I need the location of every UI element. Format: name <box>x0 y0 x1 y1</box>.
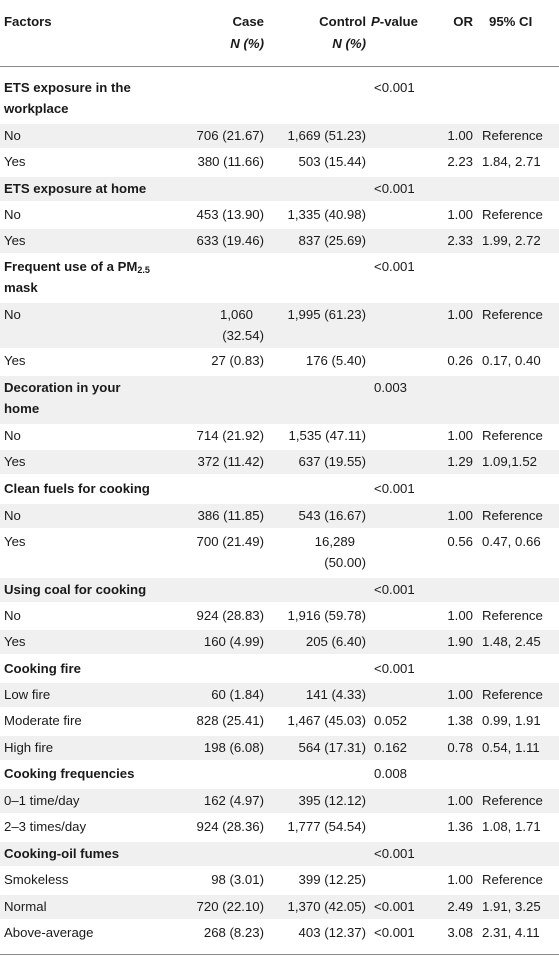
table-row <box>0 303 559 348</box>
row-case: 924 (28.83) <box>196 608 264 623</box>
group-pvalue: <0.001 <box>374 846 415 861</box>
header-or: OR <box>453 14 473 29</box>
row-case: 453 (13.90) <box>196 207 264 222</box>
group-title-cont: workplace <box>4 101 69 116</box>
row-or: 1.00 <box>447 508 473 523</box>
table-row <box>0 450 559 474</box>
row-ci: 0.17, 0.40 <box>482 353 541 368</box>
table-row <box>0 736 559 760</box>
row-ci: 1.48, 2.45 <box>482 634 541 649</box>
row-ci: Reference <box>482 608 543 623</box>
row-or: 2.33 <box>447 233 473 248</box>
row-control: 637 (19.55) <box>298 454 366 469</box>
row-control: 1,669 (51.23) <box>287 128 366 143</box>
row-or: 0.78 <box>447 740 473 755</box>
bottom-rule <box>0 954 559 955</box>
row-or: 0.56 <box>447 534 473 549</box>
header-rule <box>0 66 559 67</box>
row-pvalue: <0.001 <box>374 899 415 914</box>
row-case: 60 (1.84) <box>211 687 264 702</box>
row-case-cont: (32.54) <box>222 328 264 343</box>
row-case: 1,060 <box>219 307 253 322</box>
row-control: 1,777 (54.54) <box>287 819 366 834</box>
row-control: 1,370 (42.05) <box>287 899 366 914</box>
row-ci: 0.47, 0.66 <box>482 534 541 549</box>
table-row <box>0 895 559 919</box>
row-label: Yes <box>4 534 26 549</box>
table-row <box>0 709 559 733</box>
group-title: ETS exposure at home <box>4 181 147 196</box>
row-or: 1.00 <box>447 428 473 443</box>
group-header-cooking-fire <box>0 657 559 681</box>
row-label: Moderate fire <box>4 713 82 728</box>
row-ci: Reference <box>482 793 543 808</box>
table-row <box>0 124 559 148</box>
row-ci: Reference <box>482 207 543 222</box>
row-or: 1.36 <box>447 819 473 834</box>
row-control: 141 (4.33) <box>305 687 366 702</box>
table-row <box>0 504 559 528</box>
row-case: 27 (0.83) <box>211 353 264 368</box>
group-header-decoration <box>0 376 559 424</box>
row-or: 1.00 <box>447 128 473 143</box>
row-ci: 1.99, 2.72 <box>482 233 541 248</box>
row-label: No <box>4 128 21 143</box>
table-row <box>0 683 559 707</box>
group-title: Clean fuels for cooking <box>4 481 150 496</box>
row-case: 828 (25.41) <box>196 713 264 728</box>
group-pvalue: 0.008 <box>374 766 408 781</box>
row-label: No <box>4 608 21 623</box>
group-title-cont: home <box>4 401 40 416</box>
row-ci: 2.31, 4.11 <box>482 925 540 940</box>
row-case: 162 (4.97) <box>203 793 264 808</box>
row-control: 564 (17.31) <box>298 740 366 755</box>
row-or: 3.08 <box>447 925 473 940</box>
row-or: 1.00 <box>447 207 473 222</box>
header-factors: Factors <box>4 14 52 29</box>
row-case: 386 (11.85) <box>197 508 264 523</box>
row-case: 380 (11.66) <box>197 154 264 169</box>
table-row <box>0 815 559 839</box>
row-ci: 1.08, 1.71 <box>482 819 541 834</box>
group-pvalue: <0.001 <box>374 259 415 274</box>
row-ci: Reference <box>482 872 543 887</box>
row-or: 1.38 <box>447 713 473 728</box>
header-ci: 95% CI <box>489 14 533 29</box>
row-label: Low fire <box>4 687 51 702</box>
table-row <box>0 349 559 373</box>
group-title-subscript: 2.5 <box>137 265 150 275</box>
table-row <box>0 604 559 628</box>
group-header-cooking-frequencies <box>0 762 559 786</box>
row-control: 1,467 (45.03) <box>287 713 366 728</box>
row-control: 1,535 (47.11) <box>288 428 366 443</box>
row-label: 2–3 times/day <box>4 819 87 834</box>
row-or: 1.00 <box>447 687 473 702</box>
table-row <box>0 203 559 227</box>
row-label: High fire <box>4 740 54 755</box>
row-control: 176 (5.40) <box>305 353 366 368</box>
row-control: 837 (25.69) <box>298 233 366 248</box>
row-label: No <box>4 508 21 523</box>
row-ci: 1.91, 3.25 <box>482 899 541 914</box>
group-title: Cooking fire <box>4 661 81 676</box>
group-pvalue: <0.001 <box>374 481 415 496</box>
group-title: Cooking-oil fumes <box>4 846 120 861</box>
row-or: 2.49 <box>447 899 473 914</box>
row-label: Above-average <box>4 925 94 940</box>
group-pvalue: <0.001 <box>374 582 415 597</box>
row-control: 399 (12.25) <box>298 872 366 887</box>
row-control: 205 (6.40) <box>305 634 366 649</box>
group-title: Using coal for cooking <box>4 582 147 597</box>
group-pvalue: <0.001 <box>374 80 415 95</box>
row-case: 160 (4.99) <box>203 634 264 649</box>
row-case: 372 (11.42) <box>197 454 264 469</box>
row-control: 16,289 <box>314 534 355 549</box>
group-pvalue: <0.001 <box>374 661 415 676</box>
row-label: Yes <box>4 353 26 368</box>
row-or: 1.90 <box>447 634 473 649</box>
group-pvalue: 0.003 <box>374 380 408 395</box>
row-label: Normal <box>4 899 47 914</box>
row-ci: Reference <box>482 687 543 702</box>
group-title: Cooking frequencies <box>4 766 135 781</box>
table-row <box>0 789 559 813</box>
table-row <box>0 921 559 945</box>
row-control: 1,335 (40.98) <box>287 207 366 222</box>
row-case: 98 (3.01) <box>211 872 264 887</box>
header-case-n: N (%) <box>230 36 264 51</box>
row-case: 198 (6.08) <box>203 740 264 755</box>
row-case: 720 (22.10) <box>196 899 264 914</box>
row-pvalue: 0.162 <box>374 740 408 755</box>
row-label: Smokeless <box>4 872 69 887</box>
table-row <box>0 150 559 174</box>
row-pvalue: 0.052 <box>374 713 408 728</box>
row-control: 1,916 (59.78) <box>287 608 366 623</box>
row-label: Yes <box>4 634 26 649</box>
row-label: No <box>4 428 21 443</box>
header-case: Case <box>232 14 264 29</box>
row-control: 503 (15.44) <box>298 154 366 169</box>
row-or: 1.00 <box>447 307 473 322</box>
row-or: 1.29 <box>447 454 473 469</box>
row-or: 1.00 <box>447 608 473 623</box>
row-case: 633 (19.46) <box>196 233 264 248</box>
group-header-ets-home <box>0 177 559 201</box>
header-pvalue-rest: -value <box>379 14 418 29</box>
row-control: 395 (12.12) <box>298 793 366 808</box>
row-ci: Reference <box>482 307 543 322</box>
row-case: 924 (28.36) <box>196 819 264 834</box>
table-row <box>0 630 559 654</box>
row-ci: 1.09,1.52 <box>482 454 537 469</box>
row-label: Yes <box>4 154 26 169</box>
group-header-cooking-oil-fumes <box>0 842 559 866</box>
row-case: 714 (21.92) <box>196 428 264 443</box>
row-ci: 0.99, 1.91 <box>482 713 541 728</box>
row-ci: Reference <box>482 128 543 143</box>
row-label: 0–1 time/day <box>4 793 80 808</box>
row-case: 268 (8.23) <box>203 925 264 940</box>
group-header-ets-workplace <box>0 76 559 124</box>
table-row <box>0 868 559 892</box>
row-ci: Reference <box>482 428 543 443</box>
group-pvalue: <0.001 <box>374 181 415 196</box>
row-control-cont: (50.00) <box>324 555 366 570</box>
row-label: No <box>4 307 21 322</box>
group-header-coal <box>0 578 559 602</box>
row-control: 403 (12.37) <box>298 925 366 940</box>
header-pvalue <box>371 11 418 32</box>
row-ci: 1.84, 2.71 <box>482 154 541 169</box>
row-or: 1.00 <box>447 872 473 887</box>
header-control-n: N (%) <box>332 36 366 51</box>
row-label: No <box>4 207 21 222</box>
header-pvalue-p: P <box>371 14 380 29</box>
row-label: Yes <box>4 233 26 248</box>
header-control: Control <box>319 14 366 29</box>
table-row <box>0 229 559 253</box>
table-row <box>0 530 559 576</box>
group-header-clean-fuels <box>0 477 559 501</box>
row-or: 2.23 <box>447 154 473 169</box>
table-row <box>0 424 559 448</box>
row-control: 543 (16.67) <box>298 508 366 523</box>
row-ci: 0.54, 1.11 <box>482 740 540 755</box>
row-ci: Reference <box>482 508 543 523</box>
row-label: Yes <box>4 454 26 469</box>
row-or: 1.00 <box>447 793 473 808</box>
group-title-cont: mask <box>4 280 38 295</box>
row-case: 700 (21.49) <box>196 534 264 549</box>
group-header-pm-mask <box>0 255 559 303</box>
row-case: 706 (21.67) <box>196 128 264 143</box>
group-title-text: Frequent use of a PM <box>4 259 138 274</box>
row-pvalue: <0.001 <box>374 925 415 940</box>
group-title: ETS exposure in the <box>4 80 131 95</box>
row-or: 0.26 <box>447 353 473 368</box>
group-title: Decoration in your <box>4 380 121 395</box>
row-control: 1,995 (61.23) <box>287 307 366 322</box>
